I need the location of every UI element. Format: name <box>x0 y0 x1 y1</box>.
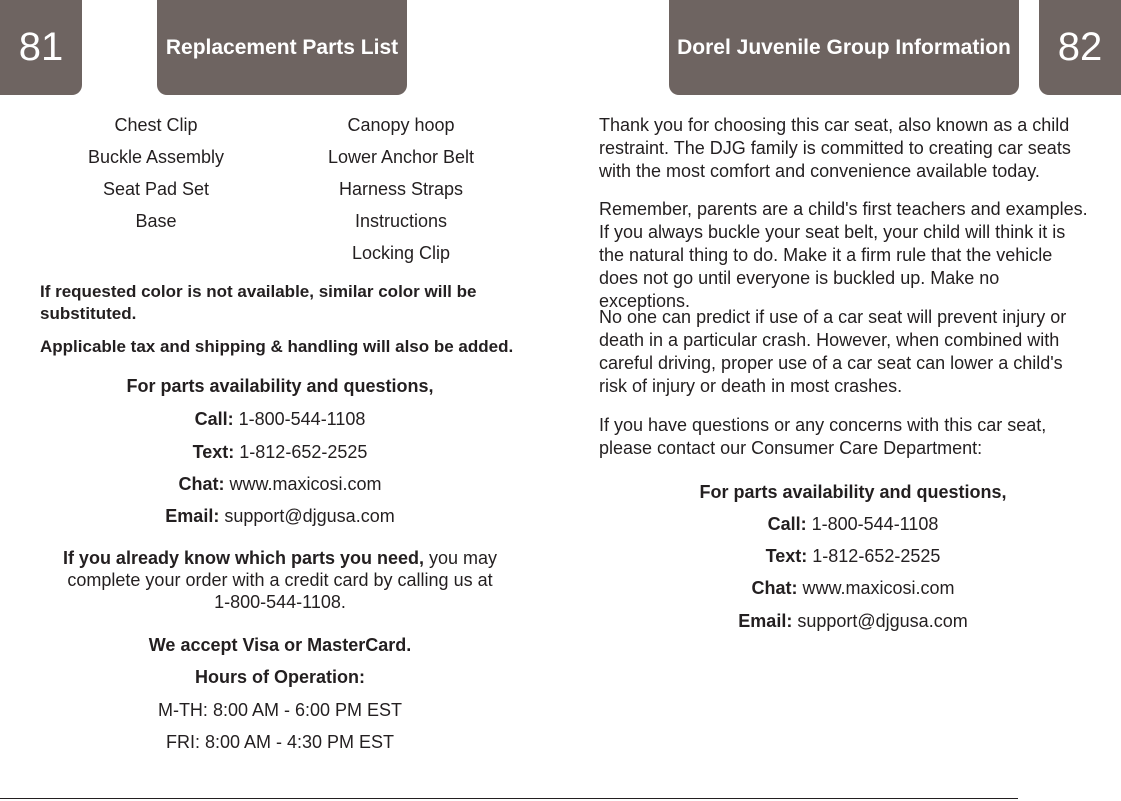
part-item: Locking Clip <box>351 243 451 263</box>
contact-text-left <box>40 441 520 464</box>
safety-paragraph <box>599 198 1091 313</box>
intro-paragraph <box>599 114 1091 183</box>
paragraph-questions: If you have questions or any concerns with this car seat, please contact our Consumer Care Department: <box>599 415 1047 458</box>
call-label: Call: <box>194 409 234 429</box>
email-label: Email: <box>738 611 793 631</box>
note-color-substitution: If requested color is not available, similar color will be substituted. <box>40 282 477 323</box>
contact-text-right <box>613 545 1093 568</box>
text-value: 1-812-652-2525 <box>812 546 941 566</box>
header-tab-right <box>669 0 1019 95</box>
part-item: Chest Clip <box>114 115 198 135</box>
bottom-rule <box>0 798 1018 799</box>
paragraph-thank-you: Thank you for choosing this car seat, also known as a child restraint. The DJG family is committed to creating car seats with the most comfort and convenience available today. <box>599 115 1071 181</box>
call-value: 1-800-544-1108 <box>238 409 366 429</box>
contact-call-right <box>613 513 1093 536</box>
parts-list-column-1 <box>56 109 256 237</box>
parts-list-column-2 <box>301 109 501 269</box>
part-item: Lower Anchor Belt <box>327 147 475 167</box>
part-item: Instructions <box>354 211 448 231</box>
hours-heading: Hours of Operation: <box>195 667 365 687</box>
chat-label: Chat: <box>751 578 798 598</box>
contact-paragraph <box>599 414 1091 460</box>
header-title-left: Replacement Parts List <box>165 35 399 59</box>
contact-heading-right: For parts availability and questions, <box>699 482 1007 502</box>
contact-email-left <box>40 505 520 528</box>
call-value: 1-800-544-1108 <box>811 514 939 534</box>
contact-chat-right <box>613 577 1093 600</box>
email-label: Email: <box>165 506 220 526</box>
part-item: Base <box>135 211 177 231</box>
page-number-tab-right <box>1039 0 1121 95</box>
crash-paragraph <box>599 306 1091 398</box>
header-tab-left <box>157 0 407 95</box>
page-number-right: 82 <box>1057 25 1103 69</box>
contact-heading-left: For parts availability and questions, <box>126 376 434 396</box>
hours-mon-thu: M-TH: 8:00 AM - 6:00 PM EST <box>157 700 403 720</box>
email-value: support@djgusa.com <box>224 506 395 526</box>
part-item: Harness Straps <box>338 179 464 199</box>
note-tax-shipping: Applicable tax and shipping & handling will also be added. <box>40 337 514 356</box>
chat-value: www.maxicosi.com <box>229 474 382 494</box>
paragraph-crash: No one can predict if use of a car seat will prevent injury or death in a particular crash. However, when combined with careful driving, proper use of a car seat can lower a child's risk of injury or death in most crashes. <box>599 307 1067 396</box>
text-label: Text: <box>765 546 808 566</box>
email-value: support@djgusa.com <box>797 611 968 631</box>
contact-chat-left <box>40 473 520 496</box>
order-rest: you may complete your order with a credit card by calling us at 1-800-544-1108. <box>67 548 498 612</box>
call-label: Call: <box>767 514 807 534</box>
paragraph-parents: Remember, parents are a child's first teachers and examples. If you always buckle your seat belt, your child will think it is the natural thing to do. Make it a firm rule that the vehicle does not go until everyone is buckled up. Make no exceptions. <box>599 199 1088 311</box>
hours-fri: FRI: 8:00 AM - 4:30 PM EST <box>165 732 395 752</box>
part-item: Canopy hoop <box>347 115 455 135</box>
text-label: Text: <box>192 442 235 462</box>
contact-email-right <box>613 610 1093 633</box>
part-item: Seat Pad Set <box>102 179 210 199</box>
header-title-right: Dorel Juvenile Group Information <box>677 35 1011 59</box>
chat-value: www.maxicosi.com <box>802 578 955 598</box>
chat-label: Chat: <box>178 474 225 494</box>
page-number-tab-left <box>0 0 82 95</box>
part-item: Buckle Assembly <box>87 147 225 167</box>
contact-call-left <box>40 408 520 431</box>
order-bold: If you already know which parts you need, <box>62 548 425 568</box>
payment-methods: We accept Visa or MasterCard. <box>148 635 412 655</box>
order-instructions <box>60 547 500 613</box>
page-number-left: 81 <box>18 25 64 69</box>
text-value: 1-812-652-2525 <box>239 442 368 462</box>
